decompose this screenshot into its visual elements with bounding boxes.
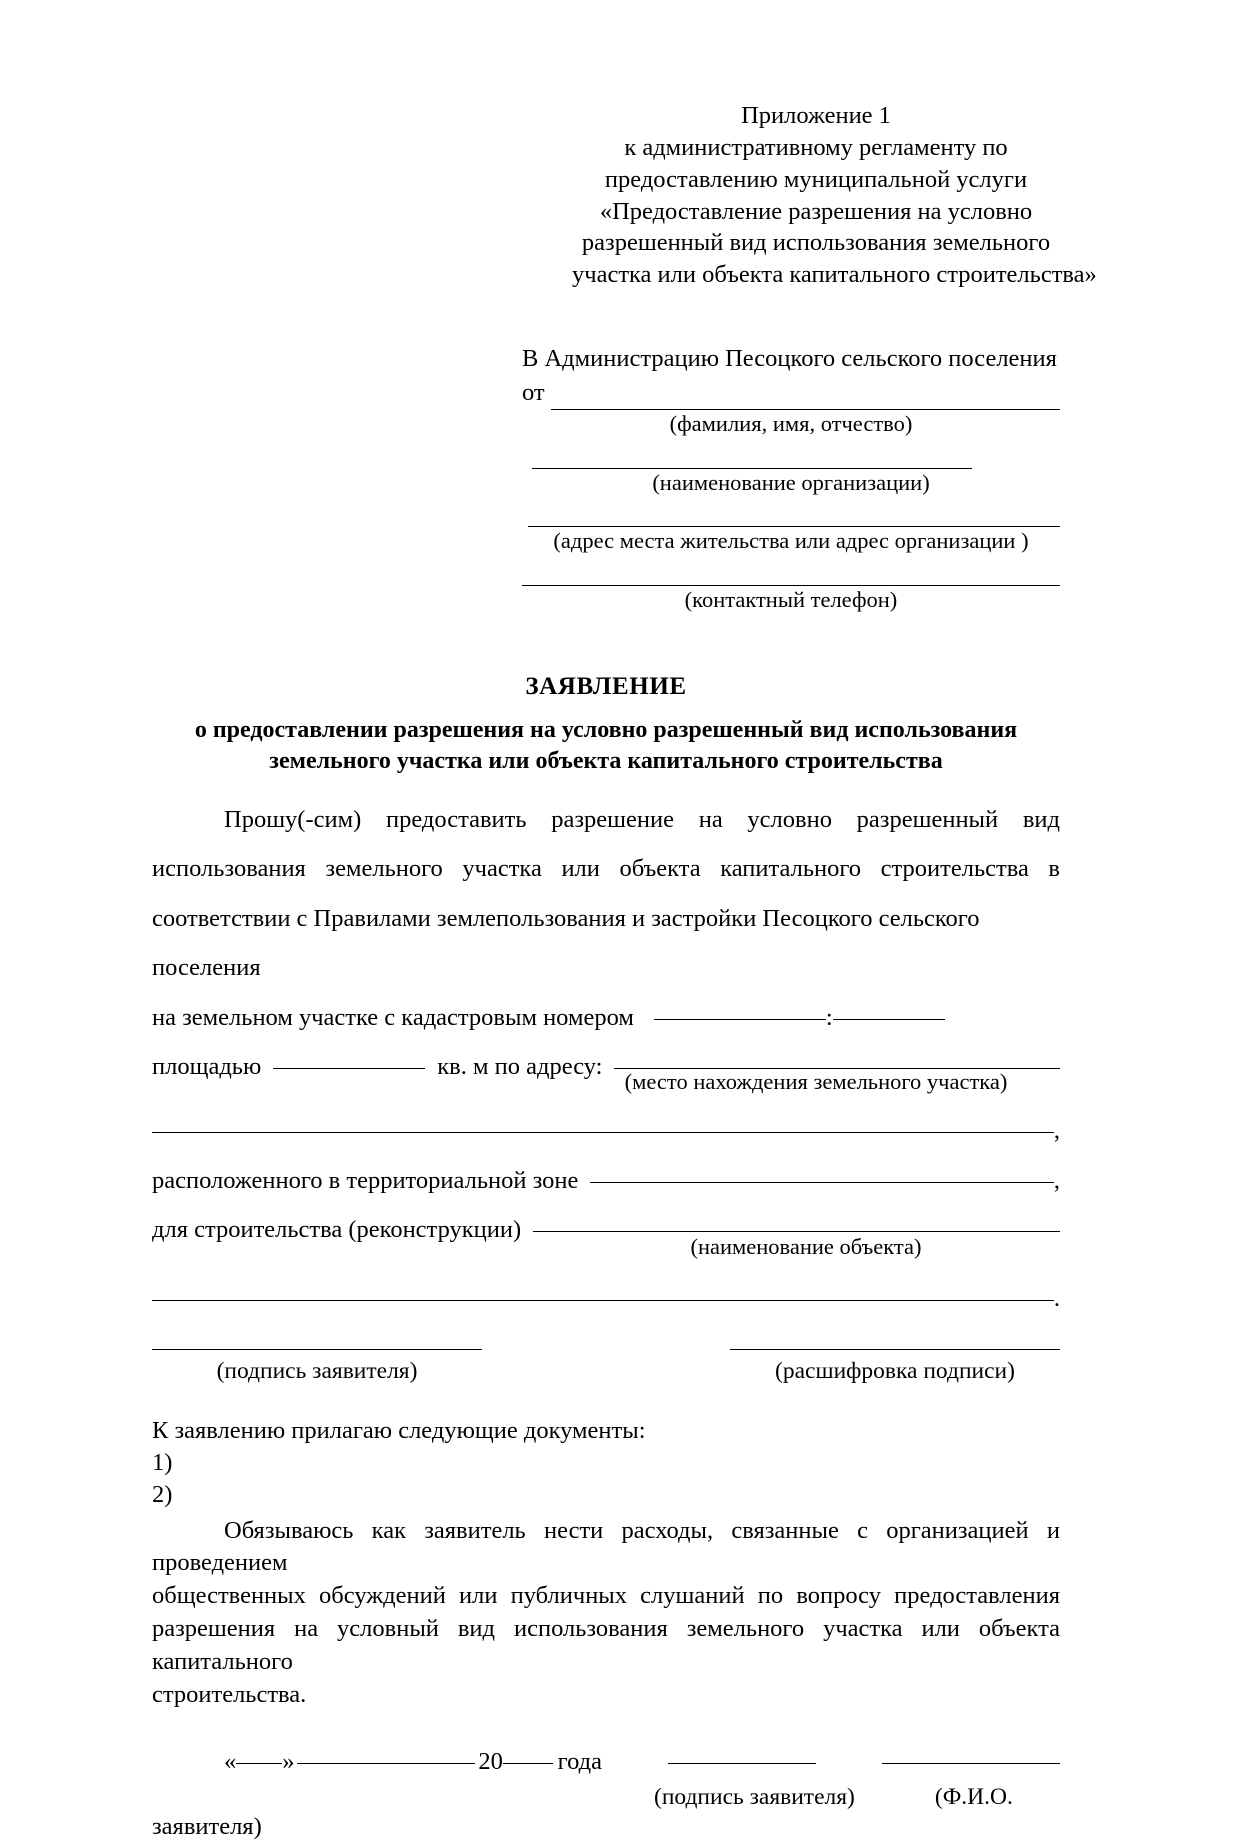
address-continuation-field[interactable] bbox=[152, 1132, 1054, 1133]
month-field[interactable] bbox=[297, 1763, 475, 1764]
object-continuation-period: . bbox=[1053, 1284, 1060, 1312]
document-title: ЗАЯВЛЕНИЕ bbox=[525, 673, 687, 701]
quote-open: « bbox=[224, 1747, 237, 1775]
year-word: года bbox=[557, 1747, 602, 1775]
service-name-line-2: разрешенный вид использования земельного bbox=[581, 229, 1051, 257]
regulation-line-1: к административному регламенту по bbox=[624, 133, 1008, 161]
caption-land-location: (место нахождения земельного участка) bbox=[624, 1068, 1008, 1094]
request-paragraph-line-3: соответствии с Правилами землепользования и застройки Песоцкого сельского поселения bbox=[152, 904, 980, 982]
cadastral-number-label: на земельном участке с кадастровым номером bbox=[152, 1003, 634, 1031]
addressee-organization: В Администрацию Песоцкого сельского поселения bbox=[522, 345, 1057, 373]
cadastral-separator: : bbox=[825, 1003, 833, 1031]
footer-signature-field[interactable] bbox=[668, 1763, 816, 1764]
territorial-zone-label: расположенного в территориальной зоне bbox=[152, 1166, 579, 1194]
territorial-zone-row bbox=[152, 1156, 1060, 1205]
quote-close: » bbox=[282, 1747, 295, 1775]
footer-block bbox=[152, 1748, 1060, 1841]
footer-captions-row bbox=[152, 1784, 1060, 1811]
applicant-name-row bbox=[522, 377, 1060, 409]
attachment-item-2[interactable]: 2) bbox=[152, 1480, 173, 1508]
area-units-label: кв. м по адресу: bbox=[437, 1053, 603, 1081]
object-continuation-field[interactable] bbox=[152, 1300, 1054, 1301]
attachments-block bbox=[152, 1415, 1060, 1511]
subtitle-line-1: о предоставлении разрешения на условно разрешенный вид использования bbox=[194, 717, 1018, 744]
applicant-phone-field[interactable] bbox=[522, 565, 1060, 586]
caption-signature-transcript: (расшифровка подписи) bbox=[775, 1358, 1015, 1384]
signature-column-transcript bbox=[730, 1349, 1060, 1385]
from-label: от bbox=[522, 379, 545, 407]
address-continuation-row bbox=[152, 1106, 1060, 1155]
caption-footer-signature: (подпись заявителя) bbox=[654, 1783, 855, 1810]
construction-label: для строительства (реконструкции) bbox=[152, 1216, 522, 1244]
year-prefix: 20 bbox=[478, 1747, 503, 1775]
service-name-line-1: «Предоставление разрешения на условно bbox=[599, 197, 1033, 225]
caption-organization: (наименование организации) bbox=[652, 469, 930, 495]
construction-object-field[interactable] bbox=[533, 1231, 1060, 1232]
territorial-zone-comma: , bbox=[1053, 1166, 1060, 1194]
obligation-line-3: разрешения на условный вид использования земельного участка или объекта капитального bbox=[152, 1615, 1060, 1675]
signature-row bbox=[152, 1349, 1060, 1385]
caption-phone: (контактный телефон) bbox=[684, 587, 898, 613]
object-continuation-row bbox=[152, 1274, 1060, 1323]
subtitle-line-2: земельного участка или объекта капитального строительства bbox=[269, 747, 943, 774]
signature-column-applicant bbox=[152, 1349, 482, 1385]
service-name-line-3: участка или объекта капитального строительства» bbox=[572, 261, 1097, 289]
request-paragraph-line-1: Прошу(-сим) предоставить разрешение на условно разрешенный вид bbox=[224, 805, 1060, 833]
caption-object-name: (наименование объекта) bbox=[690, 1233, 922, 1259]
addressee-block bbox=[522, 343, 1060, 613]
attachment-item-1[interactable]: 1) bbox=[152, 1448, 173, 1476]
caption-footer-fio-second-line: заявителя) bbox=[152, 1812, 262, 1840]
attachments-title: К заявлению прилагаю следующие документы: bbox=[152, 1417, 646, 1444]
applicant-signature-field[interactable] bbox=[152, 1349, 482, 1350]
caption-applicant-signature: (подпись заявителя) bbox=[216, 1358, 418, 1384]
date-signature-row bbox=[152, 1748, 1060, 1776]
obligation-block bbox=[152, 1515, 1060, 1712]
area-field[interactable] bbox=[273, 1068, 425, 1069]
territorial-zone-field[interactable] bbox=[590, 1182, 1053, 1183]
obligation-line-1: Обязываюсь как заявитель нести расходы, связанные с организацией и проведением bbox=[152, 1516, 1060, 1577]
obligation-line-2: общественных обсуждений или публичных слушаний по вопросу предоставления bbox=[152, 1582, 1060, 1610]
applicant-organization-field[interactable] bbox=[532, 448, 972, 469]
signature-transcript-field[interactable] bbox=[730, 1349, 1060, 1350]
cadastral-number-row bbox=[152, 993, 1060, 1042]
cadastral-number-field-part1[interactable] bbox=[654, 1019, 826, 1020]
year-field[interactable] bbox=[503, 1763, 553, 1764]
document-subtitle bbox=[152, 715, 1060, 776]
caption-address: (адрес места жительства или адрес организации ) bbox=[553, 528, 1029, 554]
applicant-address-field[interactable] bbox=[528, 506, 1060, 527]
document-content bbox=[152, 100, 1097, 1841]
address-continuation-comma: , bbox=[1053, 1117, 1060, 1145]
caption-fio: (фамилия, имя, отчество) bbox=[669, 410, 913, 436]
request-body bbox=[152, 795, 1060, 1323]
day-field[interactable] bbox=[236, 1763, 282, 1764]
obligation-line-4: строительства. bbox=[152, 1680, 307, 1708]
area-label: площадью bbox=[152, 1053, 262, 1081]
request-paragraph-line-2: использования земельного участка или объекта капитального строительства в bbox=[152, 855, 1060, 883]
appendix-header-block bbox=[572, 100, 1097, 291]
cadastral-number-field-part2[interactable] bbox=[833, 1019, 945, 1020]
regulation-line-2: предоставлению муниципальной услуги bbox=[604, 165, 1028, 193]
appendix-number: Приложение 1 bbox=[741, 102, 891, 129]
footer-fio-field[interactable] bbox=[882, 1763, 1060, 1764]
caption-footer-fio: (Ф.И.О. bbox=[934, 1783, 1013, 1810]
address-field[interactable] bbox=[614, 1068, 1060, 1069]
applicant-name-field[interactable] bbox=[551, 388, 1060, 410]
